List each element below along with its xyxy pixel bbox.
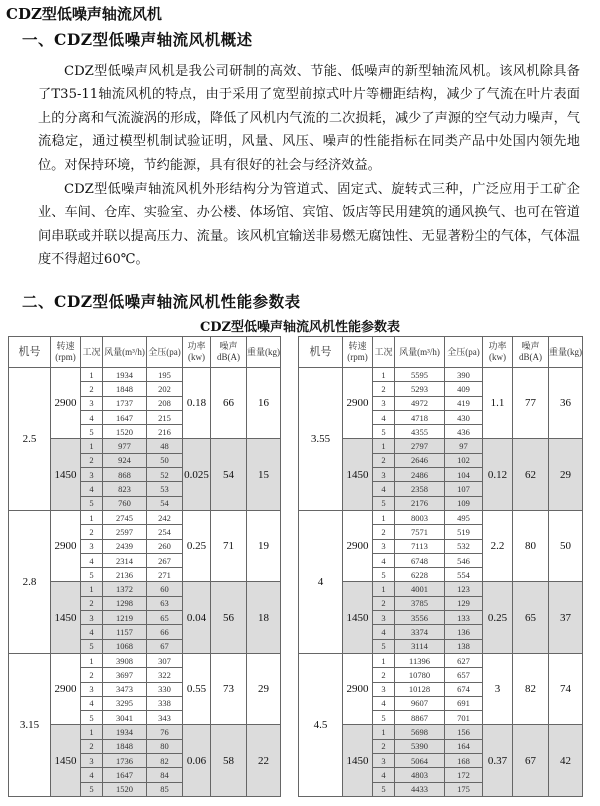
model-number-cell: 2.5 bbox=[9, 368, 51, 511]
power-cell: 0.37 bbox=[483, 725, 513, 796]
pressure-cell: 133 bbox=[445, 611, 483, 625]
flow-cell: 9607 bbox=[395, 696, 445, 710]
condition-cell: 2 bbox=[81, 453, 103, 467]
pressure-cell: 80 bbox=[147, 739, 183, 753]
power-cell: 0.12 bbox=[483, 439, 513, 510]
flow-cell: 823 bbox=[103, 482, 147, 496]
pressure-cell: 627 bbox=[445, 653, 483, 667]
condition-cell: 1 bbox=[81, 582, 103, 596]
pressure-cell: 109 bbox=[445, 496, 483, 510]
speed-cell: 1450 bbox=[51, 439, 81, 510]
condition-cell: 2 bbox=[373, 453, 395, 467]
pressure-cell: 657 bbox=[445, 668, 483, 682]
pressure-cell: 172 bbox=[445, 768, 483, 782]
noise-cell: 67 bbox=[513, 725, 549, 796]
overview-paragraph-1: CDZ型低噪声风机是我公司研制的高效、节能、低噪声的新型轴流风机。该风机除具备了T35-11轴流风机的特点，由于采用了宽型前掠式叶片等栅距结构，减少了气流在叶片表面上的分离和气流漩涡的形成，降低了风机内气流的二次损耗，减少了声源的空气动力噪声，气流稳定，通过模型机制试验证明，风量、风压、噪声的性能指标在同类产品中处国内领先地位。对保持环境，节约能源，具有很好的社会与经济效益。 bbox=[38, 64, 580, 173]
pressure-cell: 701 bbox=[445, 711, 483, 725]
condition-cell: 1 bbox=[81, 510, 103, 524]
condition-cell: 1 bbox=[373, 510, 395, 524]
header-condition: 工况 bbox=[373, 337, 395, 368]
pressure-cell: 54 bbox=[147, 496, 183, 510]
condition-cell: 3 bbox=[81, 396, 103, 410]
pressure-cell: 216 bbox=[147, 425, 183, 439]
pressure-cell: 390 bbox=[445, 368, 483, 382]
flow-cell: 1934 bbox=[103, 368, 147, 382]
pressure-cell: 554 bbox=[445, 568, 483, 582]
power-cell: 0.55 bbox=[183, 653, 211, 724]
header-noise: 噪声dB(A) bbox=[211, 337, 247, 368]
noise-cell: 54 bbox=[211, 439, 247, 510]
pressure-cell: 208 bbox=[147, 396, 183, 410]
flow-cell: 2358 bbox=[395, 482, 445, 496]
pressure-cell: 195 bbox=[147, 368, 183, 382]
header-power: 功率(kw) bbox=[483, 337, 513, 368]
speed-cell: 2900 bbox=[343, 653, 373, 724]
flow-cell: 760 bbox=[103, 496, 147, 510]
overview-paragraph-2: CDZ型低噪声轴流风机外形结构分为管道式、固定式、旋转式三种，广泛应用于工矿企业、车间、仓库、实验室、办公楼、体场馆、宾馆、饭店等民用建筑的通风换气、也可在管道间串联或并联以提高压力、流量。该风机宜输送非易燃无腐蚀性、无显著粉尘的气体，气体温度不得超过60℃。 bbox=[38, 182, 580, 268]
condition-cell: 1 bbox=[373, 439, 395, 453]
pressure-cell: 338 bbox=[147, 696, 183, 710]
header-flow: 风量(m³/h) bbox=[103, 337, 147, 368]
header-weight: 重量(kg) bbox=[247, 337, 281, 368]
condition-cell: 5 bbox=[373, 639, 395, 653]
header-pressure: 全压(pa) bbox=[147, 337, 183, 368]
flow-cell: 10128 bbox=[395, 682, 445, 696]
flow-cell: 6748 bbox=[395, 553, 445, 567]
condition-cell: 1 bbox=[373, 368, 395, 382]
table-header-row bbox=[299, 337, 583, 368]
table-body bbox=[299, 368, 583, 797]
pressure-cell: 546 bbox=[445, 553, 483, 567]
model-number-cell: 2.8 bbox=[9, 510, 51, 653]
condition-cell: 4 bbox=[81, 482, 103, 496]
condition-cell: 1 bbox=[81, 368, 103, 382]
condition-cell: 4 bbox=[373, 696, 395, 710]
noise-cell: 77 bbox=[513, 368, 549, 439]
flow-cell: 3556 bbox=[395, 611, 445, 625]
section-heading-overview: 一、CDZ型低噪声轴流风机概述 bbox=[22, 30, 253, 49]
condition-cell: 2 bbox=[81, 596, 103, 610]
condition-cell: 5 bbox=[81, 568, 103, 582]
pressure-cell: 175 bbox=[445, 782, 483, 796]
flow-cell: 5390 bbox=[395, 739, 445, 753]
table-row bbox=[9, 368, 281, 382]
power-cell: 0.025 bbox=[183, 439, 211, 510]
header-model: 机号 bbox=[299, 337, 343, 368]
pressure-cell: 419 bbox=[445, 396, 483, 410]
condition-cell: 3 bbox=[81, 682, 103, 696]
pressure-cell: 343 bbox=[147, 711, 183, 725]
flow-cell: 1520 bbox=[103, 425, 147, 439]
parameter-table-right bbox=[298, 336, 583, 797]
flow-cell: 5064 bbox=[395, 754, 445, 768]
header-noise: 噪声dB(A) bbox=[513, 337, 549, 368]
speed-cell: 1450 bbox=[51, 725, 81, 796]
pressure-cell: 138 bbox=[445, 639, 483, 653]
flow-cell: 1934 bbox=[103, 725, 147, 739]
condition-cell: 5 bbox=[373, 711, 395, 725]
pressure-cell: 254 bbox=[147, 525, 183, 539]
pressure-cell: 674 bbox=[445, 682, 483, 696]
condition-cell: 1 bbox=[81, 439, 103, 453]
header-model: 机号 bbox=[9, 337, 51, 368]
table-row bbox=[299, 653, 583, 667]
condition-cell: 2 bbox=[373, 525, 395, 539]
flow-cell: 4433 bbox=[395, 782, 445, 796]
weight-cell: 16 bbox=[247, 368, 281, 439]
pressure-cell: 82 bbox=[147, 754, 183, 768]
flow-cell: 977 bbox=[103, 439, 147, 453]
noise-cell: 65 bbox=[513, 582, 549, 653]
header-flow: 风量(m³/h) bbox=[395, 337, 445, 368]
header-weight: 重量(kg) bbox=[549, 337, 583, 368]
flow-cell: 3374 bbox=[395, 625, 445, 639]
power-cell: 2.2 bbox=[483, 510, 513, 581]
flow-cell: 1157 bbox=[103, 625, 147, 639]
flow-cell: 1068 bbox=[103, 639, 147, 653]
condition-cell: 3 bbox=[81, 611, 103, 625]
pressure-cell: 242 bbox=[147, 510, 183, 524]
condition-cell: 5 bbox=[81, 782, 103, 796]
noise-cell: 73 bbox=[211, 653, 247, 724]
model-number-cell: 4 bbox=[299, 510, 343, 653]
weight-cell: 37 bbox=[549, 582, 583, 653]
condition-cell: 4 bbox=[373, 625, 395, 639]
pressure-cell: 322 bbox=[147, 668, 183, 682]
power-cell: 3 bbox=[483, 653, 513, 724]
pressure-cell: 65 bbox=[147, 611, 183, 625]
condition-cell: 5 bbox=[81, 496, 103, 510]
flow-cell: 5595 bbox=[395, 368, 445, 382]
condition-cell: 3 bbox=[373, 396, 395, 410]
flow-cell: 2597 bbox=[103, 525, 147, 539]
condition-cell: 2 bbox=[373, 596, 395, 610]
flow-cell: 5698 bbox=[395, 725, 445, 739]
flow-cell: 4972 bbox=[395, 396, 445, 410]
flow-cell: 8867 bbox=[395, 711, 445, 725]
condition-cell: 1 bbox=[373, 582, 395, 596]
pressure-cell: 123 bbox=[445, 582, 483, 596]
flow-cell: 3908 bbox=[103, 653, 147, 667]
flow-cell: 11396 bbox=[395, 653, 445, 667]
pressure-cell: 97 bbox=[445, 439, 483, 453]
weight-cell: 42 bbox=[549, 725, 583, 796]
section-heading-parameters: 二、CDZ型低噪声轴流风机性能参数表 bbox=[22, 292, 301, 311]
weight-cell: 19 bbox=[247, 510, 281, 581]
condition-cell: 5 bbox=[81, 425, 103, 439]
condition-cell: 5 bbox=[373, 568, 395, 582]
weight-cell: 29 bbox=[549, 439, 583, 510]
model-number-cell: 4.5 bbox=[299, 653, 343, 796]
speed-cell: 1450 bbox=[343, 439, 373, 510]
condition-cell: 4 bbox=[81, 410, 103, 424]
condition-cell: 3 bbox=[81, 539, 103, 553]
pressure-cell: 271 bbox=[147, 568, 183, 582]
flow-cell: 868 bbox=[103, 468, 147, 482]
weight-cell: 50 bbox=[549, 510, 583, 581]
weight-cell: 15 bbox=[247, 439, 281, 510]
noise-cell: 82 bbox=[513, 653, 549, 724]
condition-cell: 3 bbox=[81, 468, 103, 482]
noise-cell: 71 bbox=[211, 510, 247, 581]
power-cell: 0.25 bbox=[483, 582, 513, 653]
table-row bbox=[9, 510, 281, 524]
table-title: CDZ型低噪声轴流风机性能参数表 bbox=[199, 320, 401, 335]
model-number-cell: 3.55 bbox=[299, 368, 343, 511]
condition-cell: 4 bbox=[81, 696, 103, 710]
pressure-cell: 53 bbox=[147, 482, 183, 496]
condition-cell: 5 bbox=[373, 496, 395, 510]
speed-cell: 2900 bbox=[343, 510, 373, 581]
table-header-row bbox=[9, 337, 281, 368]
pressure-cell: 330 bbox=[147, 682, 183, 696]
pressure-cell: 76 bbox=[147, 725, 183, 739]
condition-cell: 1 bbox=[81, 725, 103, 739]
pressure-cell: 104 bbox=[445, 468, 483, 482]
condition-cell: 5 bbox=[373, 782, 395, 796]
condition-cell: 5 bbox=[373, 425, 395, 439]
condition-cell: 2 bbox=[81, 525, 103, 539]
flow-cell: 2314 bbox=[103, 553, 147, 567]
model-number-cell: 3.15 bbox=[9, 653, 51, 796]
weight-cell: 18 bbox=[247, 582, 281, 653]
speed-cell: 2900 bbox=[51, 510, 81, 581]
speed-cell: 1450 bbox=[343, 725, 373, 796]
flow-cell: 2745 bbox=[103, 510, 147, 524]
pressure-cell: 215 bbox=[147, 410, 183, 424]
flow-cell: 7571 bbox=[395, 525, 445, 539]
header-speed: 转速(rpm) bbox=[343, 337, 373, 368]
pressure-cell: 67 bbox=[147, 639, 183, 653]
flow-cell: 4718 bbox=[395, 410, 445, 424]
flow-cell: 1372 bbox=[103, 582, 147, 596]
pressure-cell: 136 bbox=[445, 625, 483, 639]
condition-cell: 3 bbox=[373, 468, 395, 482]
pressure-cell: 519 bbox=[445, 525, 483, 539]
pressure-cell: 102 bbox=[445, 453, 483, 467]
pressure-cell: 50 bbox=[147, 453, 183, 467]
table-row bbox=[9, 653, 281, 667]
pressure-cell: 260 bbox=[147, 539, 183, 553]
flow-cell: 924 bbox=[103, 453, 147, 467]
pressure-cell: 48 bbox=[147, 439, 183, 453]
pressure-cell: 202 bbox=[147, 382, 183, 396]
noise-cell: 58 bbox=[211, 725, 247, 796]
flow-cell: 3295 bbox=[103, 696, 147, 710]
parameter-table-left bbox=[8, 336, 281, 797]
flow-cell: 4355 bbox=[395, 425, 445, 439]
power-cell: 0.18 bbox=[183, 368, 211, 439]
flow-cell: 1520 bbox=[103, 782, 147, 796]
pressure-cell: 63 bbox=[147, 596, 183, 610]
pressure-cell: 436 bbox=[445, 425, 483, 439]
flow-cell: 3041 bbox=[103, 711, 147, 725]
weight-cell: 36 bbox=[549, 368, 583, 439]
pressure-cell: 156 bbox=[445, 725, 483, 739]
condition-cell: 3 bbox=[373, 539, 395, 553]
pressure-cell: 129 bbox=[445, 596, 483, 610]
flow-cell: 7113 bbox=[395, 539, 445, 553]
condition-cell: 2 bbox=[373, 382, 395, 396]
flow-cell: 2646 bbox=[395, 453, 445, 467]
header-power: 功率(kw) bbox=[183, 337, 211, 368]
power-cell: 1.1 bbox=[483, 368, 513, 439]
speed-cell: 1450 bbox=[51, 582, 81, 653]
pressure-cell: 495 bbox=[445, 510, 483, 524]
weight-cell: 29 bbox=[247, 653, 281, 724]
flow-cell: 8003 bbox=[395, 510, 445, 524]
table-body bbox=[9, 368, 281, 797]
flow-cell: 3114 bbox=[395, 639, 445, 653]
flow-cell: 1647 bbox=[103, 768, 147, 782]
condition-cell: 3 bbox=[373, 682, 395, 696]
speed-cell: 1450 bbox=[343, 582, 373, 653]
speed-cell: 2900 bbox=[51, 368, 81, 439]
pressure-cell: 532 bbox=[445, 539, 483, 553]
condition-cell: 4 bbox=[373, 768, 395, 782]
power-cell: 0.25 bbox=[183, 510, 211, 581]
flow-cell: 3697 bbox=[103, 668, 147, 682]
condition-cell: 2 bbox=[81, 382, 103, 396]
pressure-cell: 60 bbox=[147, 582, 183, 596]
noise-cell: 66 bbox=[211, 368, 247, 439]
flow-cell: 1736 bbox=[103, 754, 147, 768]
pressure-cell: 307 bbox=[147, 653, 183, 667]
document-title: CDZ型低噪声轴流风机 bbox=[6, 5, 162, 23]
speed-cell: 2900 bbox=[51, 653, 81, 724]
flow-cell: 1219 bbox=[103, 611, 147, 625]
flow-cell: 5293 bbox=[395, 382, 445, 396]
pressure-cell: 107 bbox=[445, 482, 483, 496]
pressure-cell: 52 bbox=[147, 468, 183, 482]
noise-cell: 62 bbox=[513, 439, 549, 510]
flow-cell: 2486 bbox=[395, 468, 445, 482]
condition-cell: 4 bbox=[81, 553, 103, 567]
header-pressure: 全压(pa) bbox=[445, 337, 483, 368]
condition-cell: 2 bbox=[81, 668, 103, 682]
flow-cell: 2797 bbox=[395, 439, 445, 453]
condition-cell: 1 bbox=[373, 653, 395, 667]
pressure-cell: 85 bbox=[147, 782, 183, 796]
condition-cell: 2 bbox=[373, 739, 395, 753]
power-cell: 0.06 bbox=[183, 725, 211, 796]
flow-cell: 1647 bbox=[103, 410, 147, 424]
pressure-cell: 409 bbox=[445, 382, 483, 396]
weight-cell: 22 bbox=[247, 725, 281, 796]
condition-cell: 3 bbox=[373, 754, 395, 768]
condition-cell: 3 bbox=[81, 754, 103, 768]
condition-cell: 2 bbox=[373, 668, 395, 682]
condition-cell: 1 bbox=[373, 725, 395, 739]
pressure-cell: 66 bbox=[147, 625, 183, 639]
power-cell: 0.04 bbox=[183, 582, 211, 653]
condition-cell: 4 bbox=[81, 625, 103, 639]
flow-cell: 6228 bbox=[395, 568, 445, 582]
flow-cell: 4803 bbox=[395, 768, 445, 782]
flow-cell: 4001 bbox=[395, 582, 445, 596]
pressure-cell: 691 bbox=[445, 696, 483, 710]
header-condition: 工况 bbox=[81, 337, 103, 368]
condition-cell: 5 bbox=[81, 639, 103, 653]
flow-cell: 1848 bbox=[103, 739, 147, 753]
flow-cell: 3473 bbox=[103, 682, 147, 696]
condition-cell: 5 bbox=[81, 711, 103, 725]
pressure-cell: 164 bbox=[445, 739, 483, 753]
noise-cell: 80 bbox=[513, 510, 549, 581]
flow-cell: 1298 bbox=[103, 596, 147, 610]
flow-cell: 1737 bbox=[103, 396, 147, 410]
condition-cell: 4 bbox=[373, 553, 395, 567]
condition-cell: 4 bbox=[373, 482, 395, 496]
condition-cell: 4 bbox=[373, 410, 395, 424]
flow-cell: 3785 bbox=[395, 596, 445, 610]
condition-cell: 4 bbox=[81, 768, 103, 782]
pressure-cell: 430 bbox=[445, 410, 483, 424]
speed-cell: 2900 bbox=[343, 368, 373, 439]
flow-cell: 10780 bbox=[395, 668, 445, 682]
pressure-cell: 168 bbox=[445, 754, 483, 768]
pressure-cell: 84 bbox=[147, 768, 183, 782]
condition-cell: 1 bbox=[81, 653, 103, 667]
pressure-cell: 267 bbox=[147, 553, 183, 567]
header-speed: 转速(rpm) bbox=[51, 337, 81, 368]
noise-cell: 56 bbox=[211, 582, 247, 653]
flow-cell: 2176 bbox=[395, 496, 445, 510]
condition-cell: 3 bbox=[373, 611, 395, 625]
flow-cell: 2136 bbox=[103, 568, 147, 582]
flow-cell: 2439 bbox=[103, 539, 147, 553]
weight-cell: 74 bbox=[549, 653, 583, 724]
table-row bbox=[299, 368, 583, 382]
table-row bbox=[299, 510, 583, 524]
flow-cell: 1848 bbox=[103, 382, 147, 396]
condition-cell: 2 bbox=[81, 739, 103, 753]
